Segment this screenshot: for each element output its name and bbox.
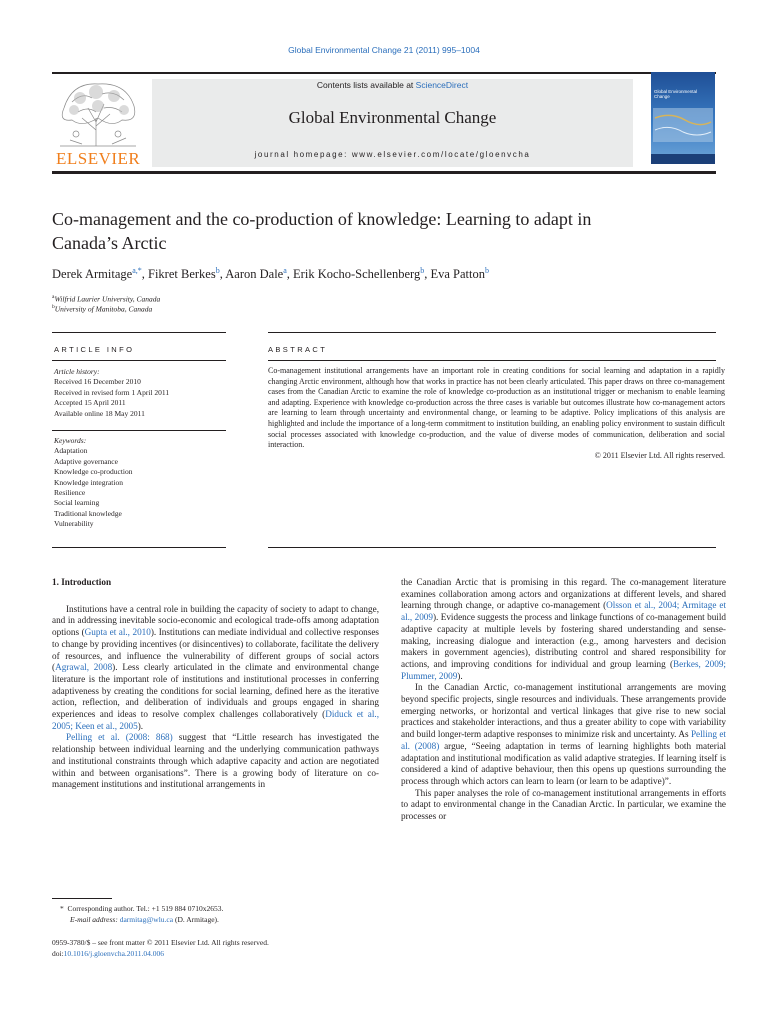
text-run: argue, “Seeing adaptation in terms of learning highlights both material adaptation and institutional modification as valid adaptive strategies. If learning itself is considered a kind of adaptive behaviour, then this opens up questions surrounding the process through which actors can learn to learn (or learn to be adaptive)”. bbox=[401, 740, 726, 786]
keywords-block bbox=[54, 436, 224, 530]
section-heading: 1. Introduction bbox=[52, 577, 112, 587]
journal-homepage[interactable]: journal homepage: www.elsevier.com/locate/gloenvcha bbox=[254, 150, 531, 159]
contents-prefix: Contents lists available at bbox=[316, 80, 416, 90]
body-right-column bbox=[401, 577, 726, 823]
journal-cover-image bbox=[651, 72, 715, 164]
body-left-column bbox=[52, 577, 379, 791]
keywords-heading: Keywords: bbox=[54, 436, 87, 445]
paragraph bbox=[401, 682, 726, 787]
elsevier-wordmark: ELSEVIER bbox=[56, 149, 141, 168]
article-info-bottom-rule bbox=[52, 547, 226, 548]
affiliation bbox=[52, 302, 152, 315]
history-item: Received in revised form 1 April 2011 bbox=[54, 387, 170, 397]
history-item: Received 16 December 2010 bbox=[54, 377, 141, 387]
article-info-heading: ARTICLE INFO bbox=[54, 345, 135, 354]
author-name[interactable]: Erik Kocho-Schellenberg bbox=[293, 267, 421, 282]
affiliation-sup: a bbox=[52, 294, 55, 300]
contents-line bbox=[152, 80, 633, 90]
article-info-mid-rule bbox=[52, 360, 226, 361]
article-title bbox=[52, 207, 716, 255]
author-sup[interactable]: b bbox=[420, 266, 425, 275]
text-run: ). bbox=[457, 670, 463, 681]
author-name[interactable]: Fikret Berkes bbox=[148, 267, 216, 282]
text-run: In the Canadian Arctic, co-management institutional arrangements are moving beyond specific projects, single resources and individuals. These arrangements provide emerging networks, or horizontal and vertical linkages that give rise to new social practices and stakeholder interactions, and thus a greater ability to cope with variability and build longer-term adaptive responses to minimize risk and uncertainty. As bbox=[401, 682, 726, 740]
keywords-rule bbox=[52, 430, 226, 431]
journal-citation-link[interactable]: Global Environmental Change 21 (2011) 995–1004 bbox=[288, 45, 480, 55]
citation-link[interactable]: Olsson et al., 2004; Armitage et al., 2009 bbox=[401, 600, 726, 623]
text-run: ). Less clearly articulated in the climate and environmental change literature is the important role of institutions and institutional processes in conferring adaptiveness by creating the conditions for social learning, defined here as the iterative action, reflection, and deliberation of individuals and groups engaged in sharing experiences and ideas to resolve complex challenges collaboratively ( bbox=[52, 662, 379, 720]
footnote-line bbox=[52, 904, 382, 915]
author-name[interactable]: Aaron Dale bbox=[225, 267, 284, 282]
keyword: Knowledge integration bbox=[54, 477, 123, 487]
keyword: Vulnerability bbox=[54, 519, 94, 529]
text-run: the Canadian Arctic that is promising in this regard. The co-management literature examines collaboration among actors and organizations at different levels, and shared learning through change, or adaptive co-management ( bbox=[401, 577, 726, 611]
author-sup[interactable]: b bbox=[215, 266, 220, 275]
citation-link[interactable]: Gupta et al., 2010 bbox=[84, 627, 151, 638]
footnote-text: Corresponding author. Tel.: +1 519 884 0710x2653. bbox=[67, 904, 224, 913]
text-run: Institutions have a central role in building the capacity of society to adapt to change, and in addressing inevitable socio-economic and ecological trade-offs among adaptation options ( bbox=[52, 603, 379, 638]
elsevier-tree-logo bbox=[52, 78, 144, 148]
article-title-line2: Canada’s Arctic bbox=[52, 233, 167, 253]
header-top-rule bbox=[52, 72, 716, 74]
keyword: Traditional knowledge bbox=[54, 508, 122, 518]
footnote-email-line bbox=[52, 915, 382, 926]
issn-line: 0959-3780/$ – see front matter © 2011 Elsevier Ltd. All rights reserved. bbox=[52, 938, 269, 947]
text-run: ). Evidence suggests the process and linkage functions of co-management build adaptive capacity at multiple levels by fostering shared understanding and sense-making, increasing dialogue and interaction (e.g., among harvesters and decision makers in government agencies), distributing control and shared responsibility for actions, and improving conditions for individual and group learning ( bbox=[401, 612, 726, 669]
keyword: Adaptation bbox=[54, 446, 88, 456]
affiliation-text: Wilfrid Laurier University, Canada bbox=[54, 294, 161, 304]
author-name[interactable]: Derek Armitage bbox=[52, 267, 133, 282]
page-footer bbox=[52, 937, 452, 959]
keyword: Social learning bbox=[54, 498, 100, 508]
article-title-line1: Co-management and the co-production of knowledge: Learning to adapt in bbox=[52, 209, 592, 229]
text-run: suggest that “Little research has investigated the relationship between individual learning and the underlying communication pathways and institutional constraints through which adaptive capacity and action are negotiated within and between organisations”. There is a growing body of literature on co-management institutions and institutional arrangements in bbox=[52, 732, 379, 790]
author-name[interactable]: Eva Patton bbox=[430, 267, 485, 282]
author-list: Derek Armitage$^{a,*}$, Fikret Berkes$^b$, Aaron Dale$^a$, Erik Kocho-Schellenberg$^b$, Eva Patton$^b$ bbox=[52, 266, 489, 282]
article-history bbox=[54, 367, 224, 419]
paragraph bbox=[52, 604, 379, 733]
history-heading: Article history: bbox=[54, 367, 100, 376]
email-link[interactable]: darmitag@wlu.ca bbox=[119, 914, 174, 924]
keyword: Resilience bbox=[54, 488, 86, 498]
keyword: Adaptive governance bbox=[54, 456, 118, 466]
author-sup[interactable]: a bbox=[283, 266, 287, 275]
abstract-mid-rule bbox=[268, 360, 716, 361]
text-run: This paper analyses the role of co-management institutional arrangements in efforts to adapt to environmental change in the Canadian Arctic. In particular, we examine the processes or bbox=[401, 787, 726, 822]
affiliation-sup: b bbox=[52, 304, 55, 310]
paragraph bbox=[401, 788, 726, 823]
abstract-top-rule bbox=[268, 332, 716, 333]
article-info-top-rule bbox=[52, 332, 226, 333]
history-item: Available online 18 May 2011 bbox=[54, 408, 145, 418]
text-run: ). Institutions can mediate individual and collective responses to change by providing incentives (or disincentives) to collaborate, facilitate the delivery of resources, and influence the vulnerability of different groups of social actors ( bbox=[52, 627, 379, 673]
abstract-body bbox=[268, 366, 725, 461]
cover-title: Global Environmental Change bbox=[654, 89, 698, 99]
citation-link[interactable]: Pelling et al. (2008: 868) bbox=[66, 732, 173, 743]
footnote-rule bbox=[52, 898, 112, 899]
abstract-heading: ABSTRACT bbox=[268, 345, 328, 354]
sciencedirect-link[interactable]: ScienceDirect bbox=[415, 80, 469, 90]
footnote-marker: * bbox=[60, 904, 64, 913]
paragraph bbox=[52, 732, 379, 791]
history-item: Accepted 15 April 2011 bbox=[54, 398, 126, 408]
affiliation-text: University of Manitoba, Canada bbox=[54, 304, 153, 314]
citation-link[interactable]: Agrawal, 2008 bbox=[55, 662, 113, 673]
citation-link[interactable]: Pelling et al. (2008) bbox=[401, 729, 726, 751]
abstract-text: Co-management institutional arrangements have an important role in creating conditions for social learning and adaptation in a rapidly changing Arctic environment, although how that works in practice has not been clearly articulated. This paper draws on three co-management cases from the Canadian Arctic to examine the role of knowledge co-production as an institutional trigger or mechanism to enable learning and adapting. Experience with knowledge co-production across the three cases is variable but outcomes illustrate how co-management actors are learning to learn through uncertainty and environmental change, or learning to be adaptive. Policy implications of this analysis are highlighted and include the importance of a long-term commitment to institution building, an enabling policy environment to sustain difficult social processes associated with knowledge co-production, and the value of diverse modes of communication, deliberation and social interaction. bbox=[268, 366, 725, 450]
text-run: ). bbox=[137, 720, 144, 731]
keyword: Knowledge co-production bbox=[54, 467, 133, 477]
header-bottom-rule bbox=[52, 171, 716, 174]
email-suffix: (D. Armitage). bbox=[173, 914, 219, 924]
doi-line bbox=[52, 948, 452, 959]
abstract-copyright: © 2011 Elsevier Ltd. All rights reserved. bbox=[594, 450, 725, 460]
journal-title: Global Environmental Change bbox=[288, 108, 497, 127]
citation-link[interactable]: Diduck et al., 2005; Keen et al., 2005 bbox=[52, 709, 380, 731]
doi-prefix: doi: bbox=[52, 949, 64, 958]
footnote bbox=[52, 904, 382, 925]
abstract-bottom-rule bbox=[268, 547, 716, 548]
author-sup[interactable]: a,* bbox=[132, 266, 142, 275]
doi-link[interactable]: 10.1016/j.gloenvcha.2011.04.006 bbox=[63, 949, 165, 958]
paragraph bbox=[401, 577, 726, 682]
email-label: E-mail address: bbox=[70, 914, 120, 924]
author-sup[interactable]: b bbox=[484, 266, 489, 275]
citation-link[interactable]: Berkes, 2009; Plummer, 2009 bbox=[401, 658, 726, 681]
